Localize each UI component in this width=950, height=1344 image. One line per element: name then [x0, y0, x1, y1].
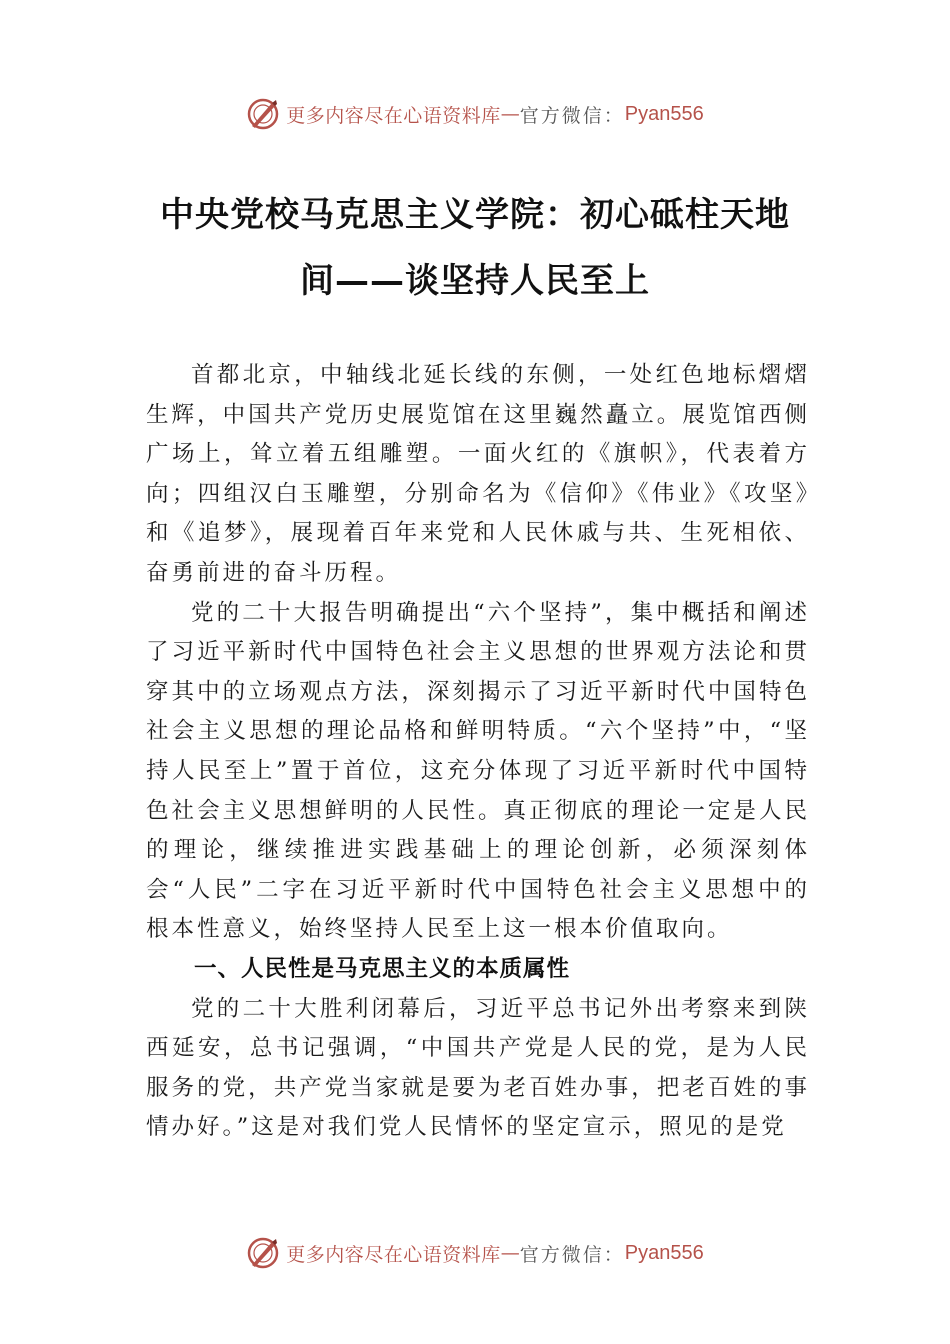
section-heading: 一、人民性是马克思主义的本质属性 [194, 955, 571, 982]
title-line-2: 间——谈坚持人民至上 [300, 261, 650, 301]
body-paragraph: 首都北京，中轴线北延长线的东侧，一处红色地标熠熠生辉，中国共产党历史展览馆在这里巍然矗立。展览馆西侧广场上，耸立着五组雕塑。一面火红的《旗帜》，代表着方向；四组汉白玉雕塑，分别命名为《信仰》《伟业》《攻坚》和《追梦》，展现着百年来党和人民休戚与共、生死相依、 奋勇前进的奋斗历程。 [146, 362, 810, 586]
banner-brand-text: 更多内容尽在心语资料库 [286, 1243, 501, 1266]
banner-wechat-label: 官方微信： [519, 104, 625, 127]
banner-separator: — [500, 103, 520, 125]
banner-wechat-id: Pyan556 [624, 1241, 704, 1264]
section-paragraph: 党的二十大胜利闭幕后，习近平总书记外出考察来到陕西延安，总书记强调，“中国共产党是人民的党，是为人民服务的党，共产党当家就是要为老百姓办事，把老百姓的事情办好。”这是对我们党人民情怀的坚定宣示，照见的是党 [146, 995, 810, 1141]
banner-wechat-id: Pyan556 [624, 102, 704, 125]
footer-banner [0, 1231, 950, 1275]
title-line-1: 中央党校马克思主义学院：初心砥柱天地 [160, 195, 790, 235]
pen-seal-logo-icon [246, 1236, 280, 1270]
header-banner [0, 92, 950, 136]
article-body [146, 356, 810, 1148]
document-title [140, 182, 810, 314]
banner-separator: — [500, 1242, 520, 1264]
body-paragraph: 党的二十大报告明确提出“六个坚持”，集中概括和阐述了习近平新时代中国特色社会主义思想的世界观方法论和贯穿其中的立场观点方法，深刻揭示了习近平新时代中国特色社会主义思想的理论品格和鲜明特质。“六个坚持”中，“坚持人民至上”置于首位，这充分体现了习近平新时代中国特色社会主义思想鲜明的人民性。真正彻底的理论一定是人民的理论，继续推进实践基础上的理论创新，必须深刻体会“人民”二字在习近平新时代中国特色社会主义思想中的根本性意义，始终坚持人民至上这一根本价值取向。 [146, 599, 810, 943]
banner-wechat-label: 官方微信： [519, 1243, 625, 1266]
pen-seal-logo-icon [246, 97, 280, 131]
banner-brand-text: 更多内容尽在心语资料库 [286, 104, 501, 127]
